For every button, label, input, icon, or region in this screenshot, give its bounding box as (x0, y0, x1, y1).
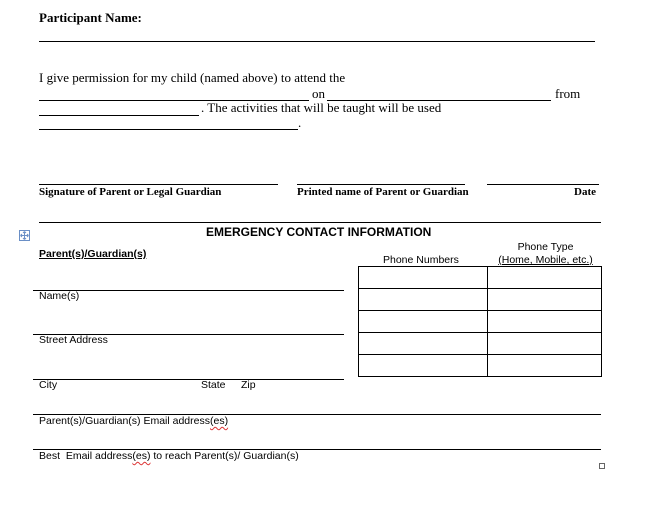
table-row (359, 355, 602, 377)
street-label: Street Address (39, 334, 108, 346)
state-label: State (201, 379, 226, 391)
city-state-zip-line[interactable] (33, 379, 344, 380)
time-line[interactable] (39, 115, 199, 116)
from-word: from (555, 86, 581, 101)
participant-name-label: Participant Name: (39, 10, 142, 25)
phone-number-cell[interactable] (359, 333, 488, 355)
phone-type-header-line1: Phone Type (517, 241, 574, 253)
names-label: Name(s) (39, 290, 80, 302)
table-row (359, 333, 602, 355)
section-divider (39, 222, 601, 223)
parent-signature-label: Signature of Parent or Legal Guardian (39, 186, 222, 198)
activities-text: . The activities that will be taught will be used (201, 100, 442, 115)
parent-signature-line[interactable] (39, 184, 278, 185)
table-move-handle-icon[interactable] (19, 230, 30, 241)
best-email-label (39, 450, 299, 462)
printed-name-line[interactable] (297, 184, 465, 185)
city-label: City (39, 379, 58, 391)
phone-number-cell[interactable] (359, 289, 488, 311)
phone-type-cell[interactable] (488, 289, 602, 311)
guardians-heading: Parent(s)/Guardian(s) (39, 248, 147, 260)
phone-table (358, 266, 602, 377)
table-row (359, 289, 602, 311)
phone-type-cell[interactable] (488, 267, 602, 289)
table-resize-handle-icon[interactable] (599, 463, 605, 469)
emergency-title: EMERGENCY CONTACT INFORMATION (206, 225, 432, 239)
email-label (39, 415, 228, 427)
date-line[interactable] (487, 184, 599, 185)
end-period: . (298, 115, 302, 130)
on-word: on (312, 86, 325, 101)
zip-label: Zip (241, 379, 256, 391)
best-email-label-c: to reach Parent(s)/ Guardian(s) (150, 450, 299, 462)
phone-type-cell[interactable] (488, 333, 602, 355)
table-row (359, 267, 602, 289)
activities-use-line[interactable] (39, 129, 298, 130)
table-row (359, 311, 602, 333)
phone-number-cell[interactable] (359, 311, 488, 333)
date-label: Date (574, 186, 596, 198)
email-label-suffix: (es) (209, 415, 229, 427)
phone-type-cell[interactable] (488, 311, 602, 333)
phone-number-cell[interactable] (359, 267, 488, 289)
permission-line1: I give permission for my child (named above) to attend the (39, 70, 346, 85)
names-line[interactable] (33, 290, 344, 291)
phone-number-cell[interactable] (359, 355, 488, 377)
phone-type-header-line2: (Home, Mobile, etc.) (498, 254, 593, 266)
participant-name-line[interactable] (39, 41, 595, 42)
best-email-label-a: Best Email address (39, 450, 133, 462)
email-label-prefix: Parent(s)/Guardian(s) Email address (39, 415, 210, 427)
phone-type-cell[interactable] (488, 355, 602, 377)
printed-name-label: Printed name of Parent or Guardian (297, 186, 469, 198)
phone-numbers-header: Phone Numbers (383, 254, 459, 266)
best-email-label-b: (es) (132, 450, 151, 462)
